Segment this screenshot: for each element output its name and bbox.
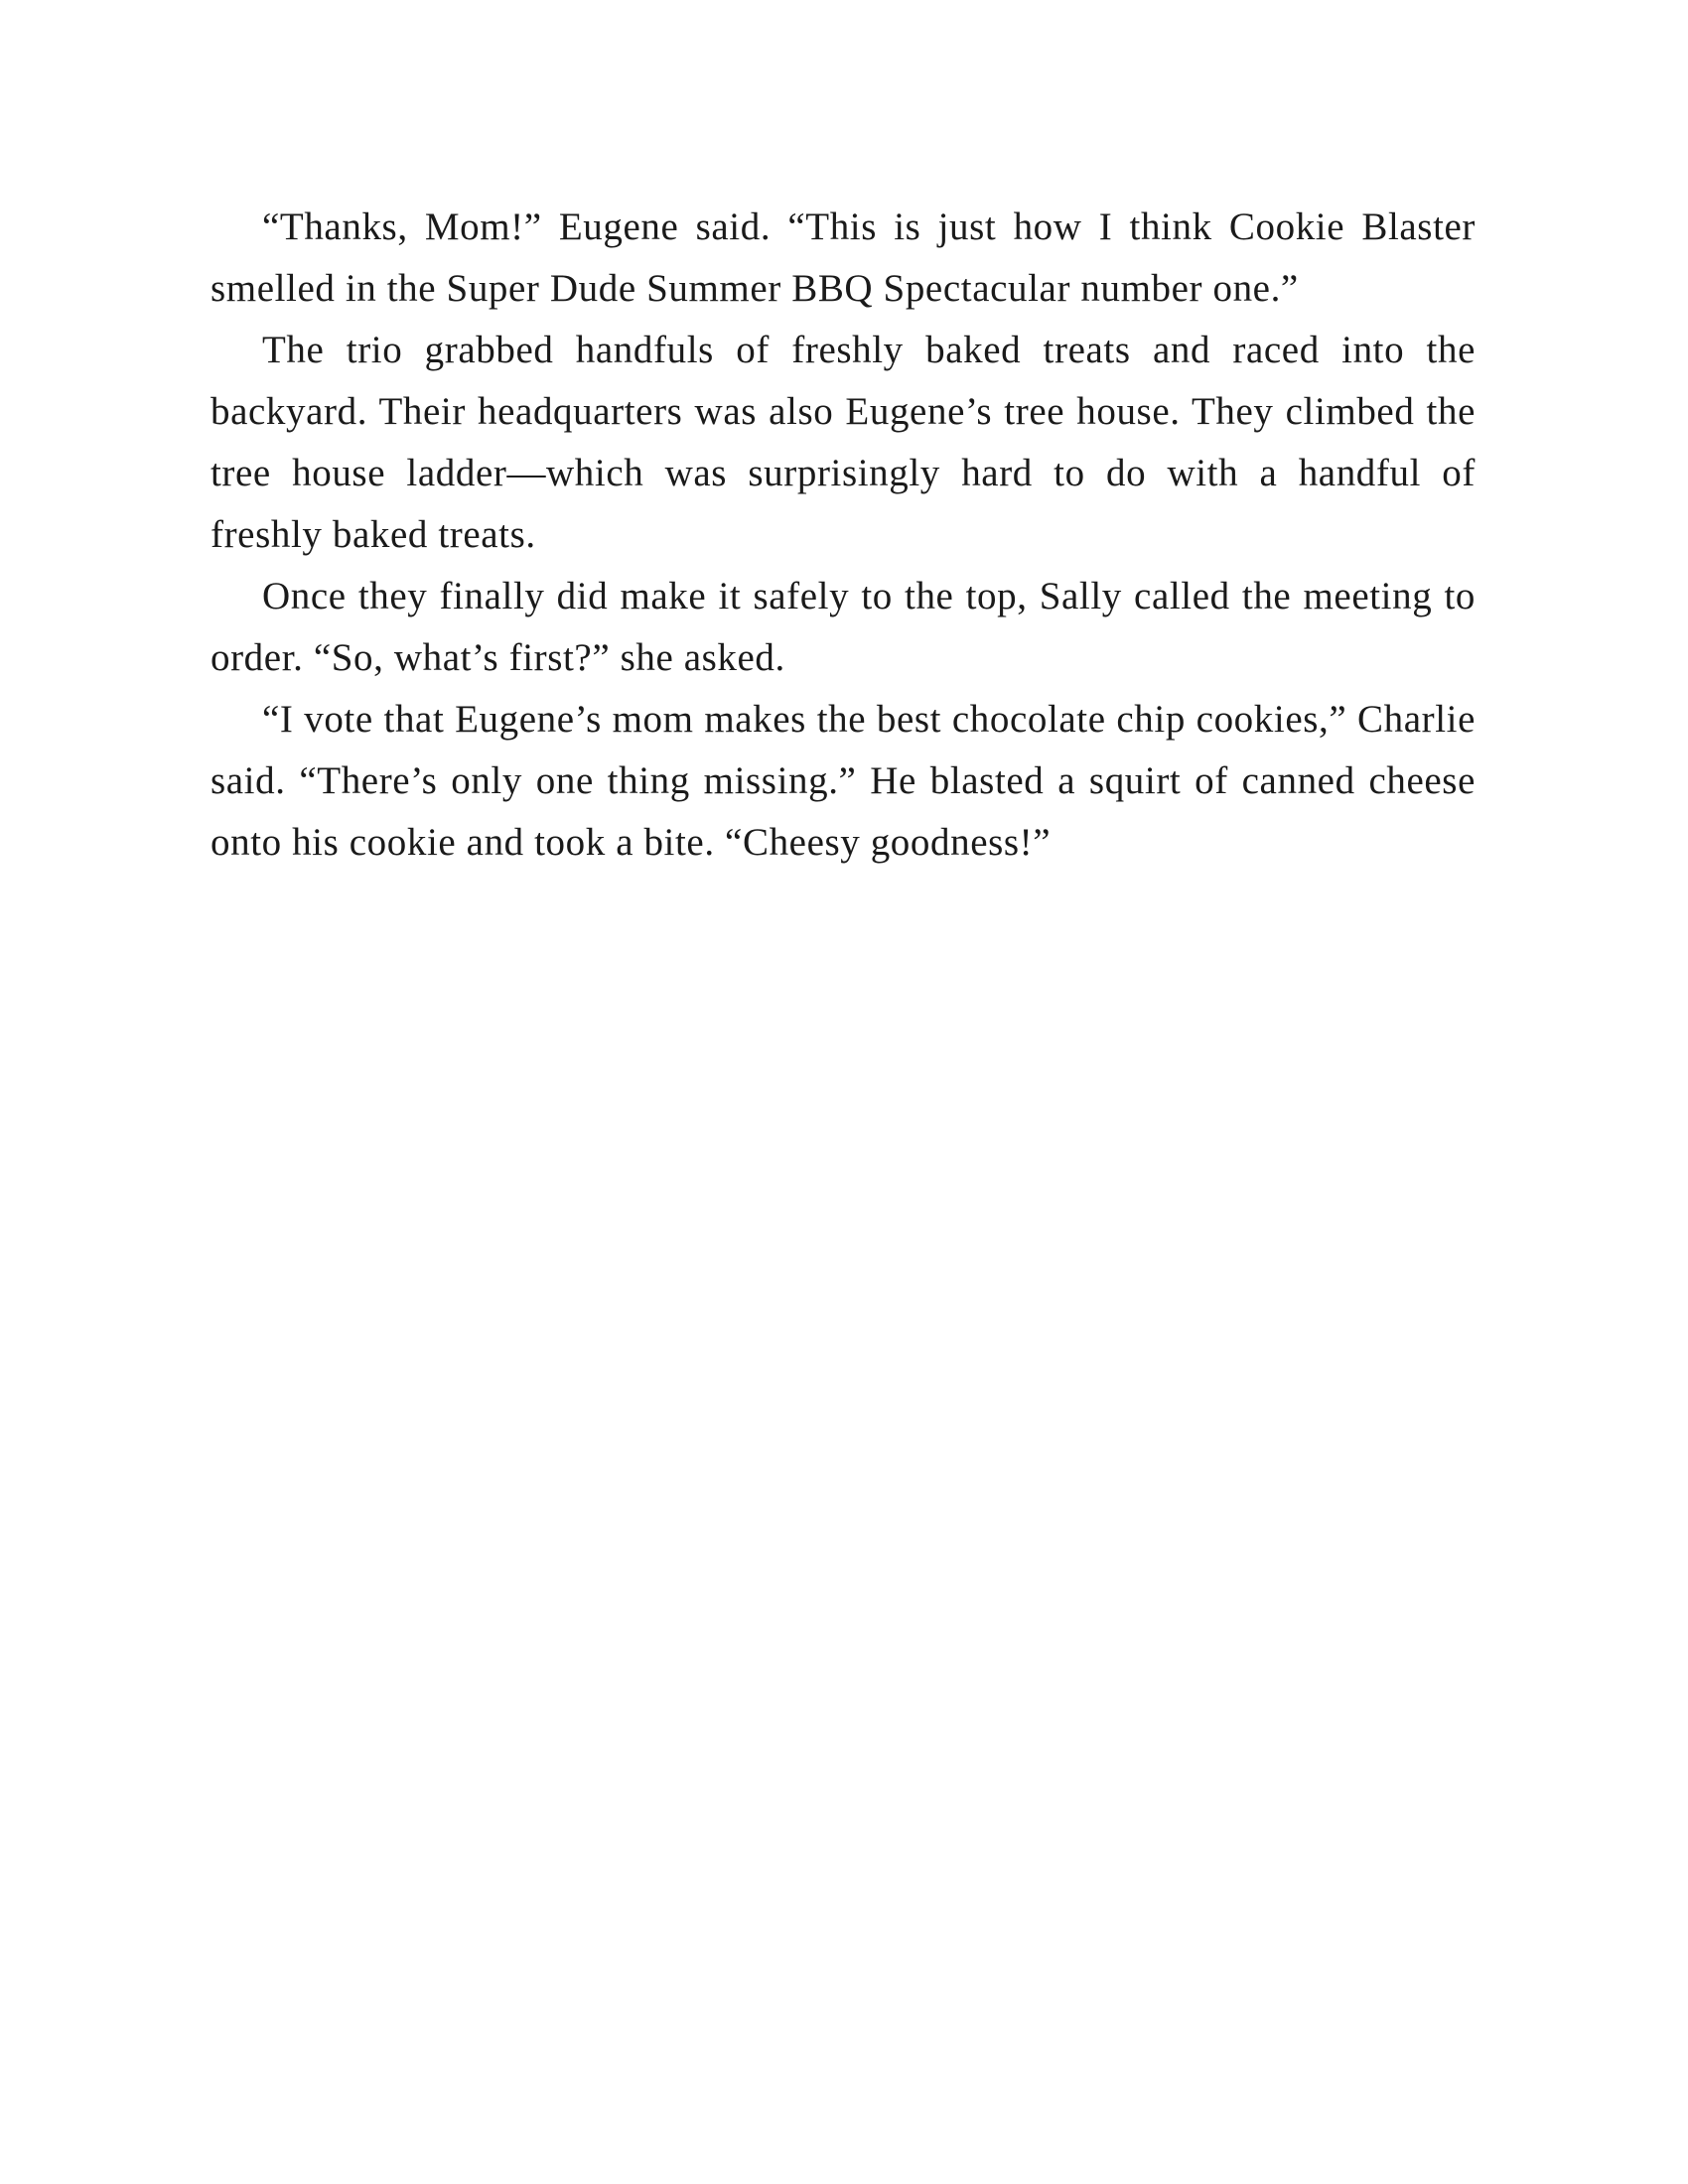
- paragraph: “Thanks, Mom!” Eugene said. “This is just how I think Cookie Blaster smelled in the Super Dude Summer BBQ Spectacular number one.”: [211, 205, 1476, 310]
- paragraph: Once they finally did make it safely to the top, Sally called the meeting to order. “So, what’s first?” she asked.: [211, 575, 1476, 679]
- paragraph: “I vote that Eugene’s mom makes the best chocolate chip cookies,” Charlie said. “There’s only one thing missing.” He blasted a squirt of canned cheese onto his cookie and took a bite. “Cheesy goodness!”: [211, 698, 1476, 864]
- body-text: [211, 197, 1476, 874]
- paragraph: The trio grabbed handfuls of freshly baked treats and raced into the backyard. Their headquarters was also Eugene’s tree house. They climbed the tree house ladder—which was surprisingly hard to do with a handful of freshly baked treats.: [211, 329, 1476, 556]
